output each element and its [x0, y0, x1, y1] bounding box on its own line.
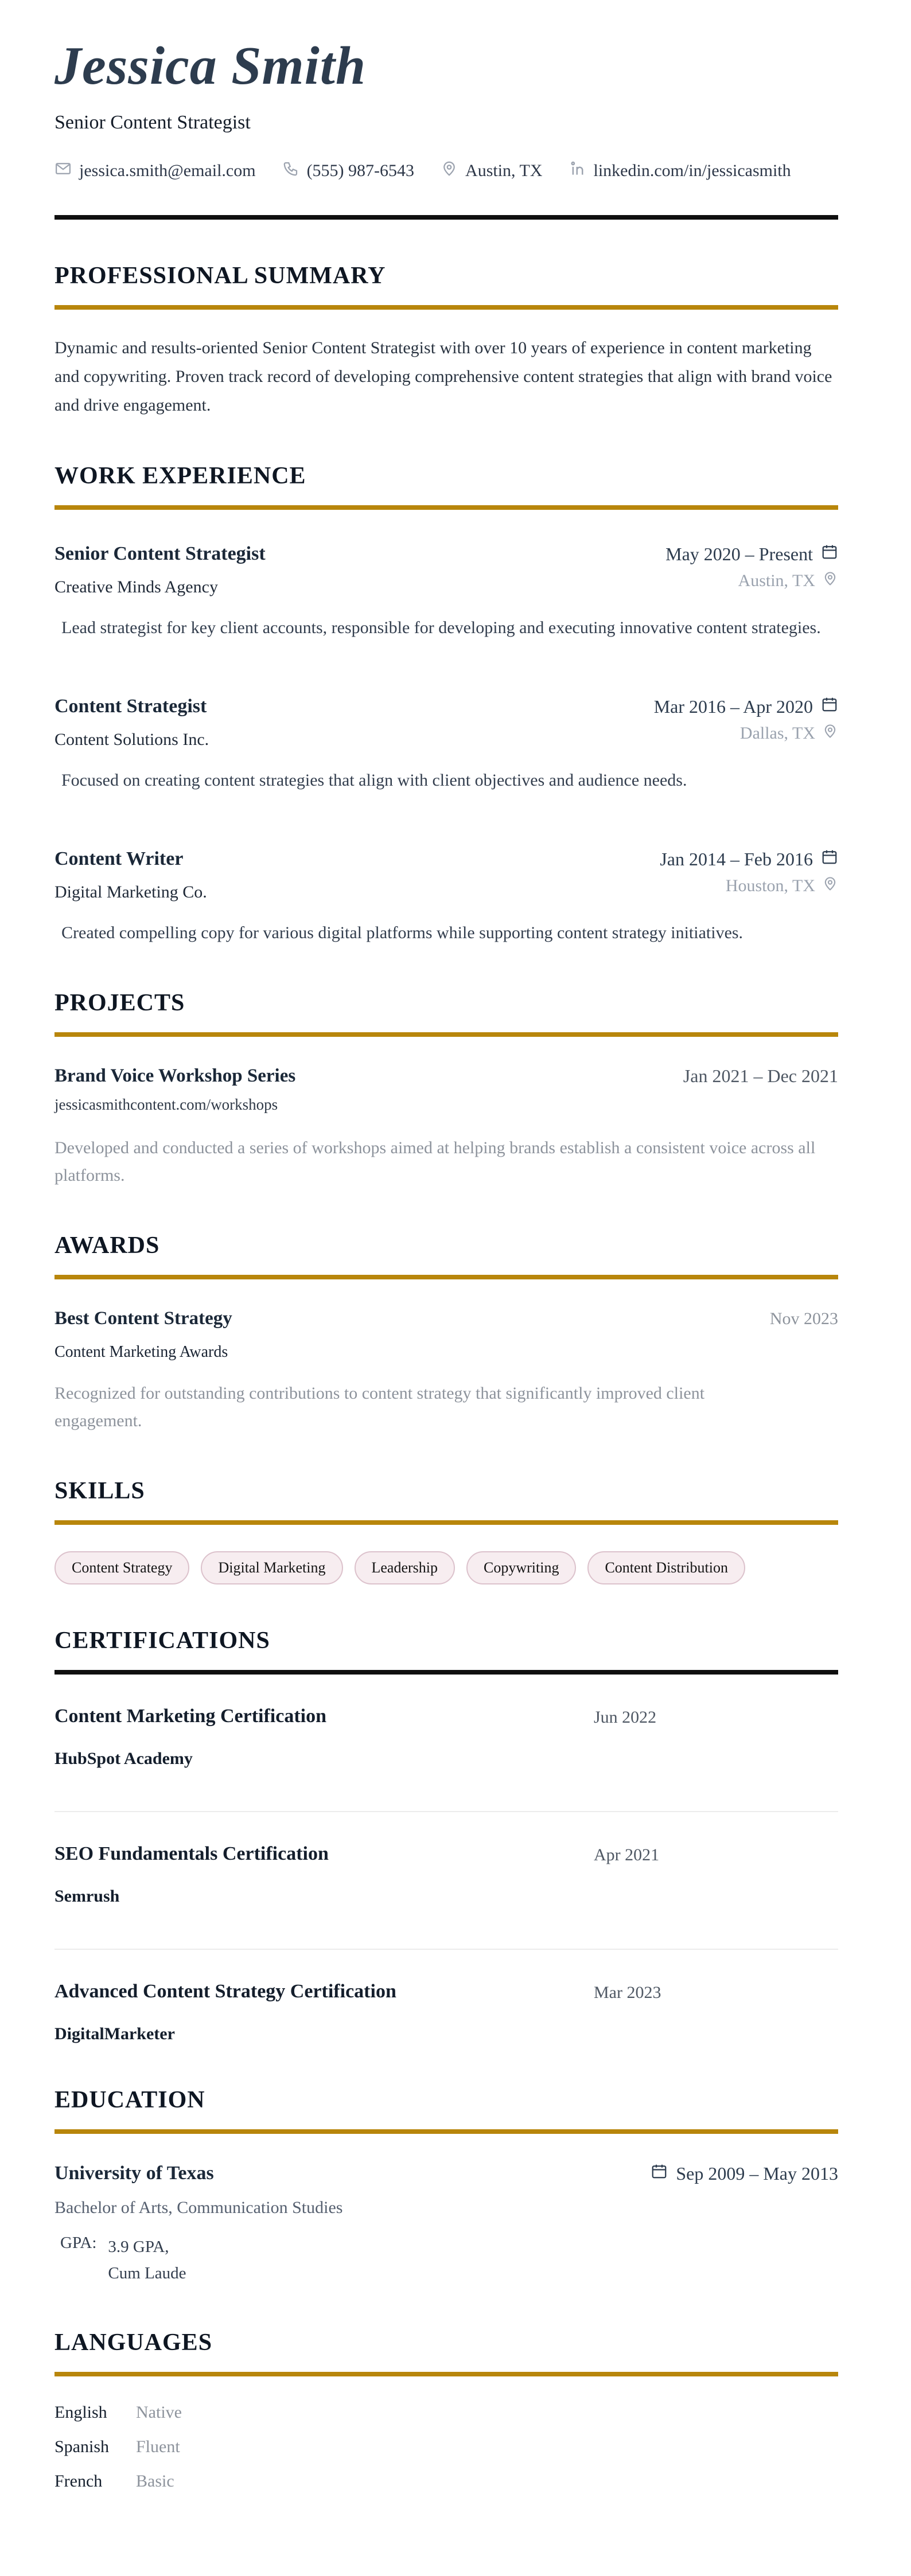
- certification-entry: [54, 1843, 838, 1906]
- person-title: Senior Content Strategist: [54, 112, 251, 134]
- job-description: Lead strategist for key client accounts, responsible for developing and executing innovative content strategies.: [61, 618, 821, 638]
- experience-rule: [54, 505, 838, 510]
- job-location: Dallas, TX: [739, 724, 815, 743]
- award-issuer: Content Marketing Awards: [54, 1343, 228, 1361]
- language-level: Fluent: [136, 2437, 180, 2457]
- language-name: English: [54, 2403, 107, 2422]
- linkedin-icon: [569, 160, 586, 182]
- certification-issuer: DigitalMarketer: [54, 2024, 175, 2044]
- project-name: Brand Voice Workshop Series: [54, 1065, 296, 1087]
- section-certifications: [54, 1627, 838, 2044]
- education-degree: Bachelor of Arts, Communication Studies: [54, 2198, 343, 2218]
- job-title: Content Strategist: [54, 696, 207, 717]
- certification-issuer: Semrush: [54, 1887, 120, 1906]
- award-date: Nov 2023: [769, 1309, 838, 1328]
- certification-date: Jun 2022: [594, 1708, 657, 1727]
- location-pin-icon: [822, 571, 838, 591]
- job-company: Digital Marketing Co.: [54, 883, 207, 902]
- job-entry: [54, 696, 838, 794]
- certification-divider: [54, 1949, 838, 1950]
- contact-location: [441, 160, 542, 182]
- calendar-icon: [821, 848, 838, 870]
- certification-issuer: HubSpot Academy: [54, 1749, 193, 1769]
- education-dates: Sep 2009 – May 2013: [676, 2163, 838, 2184]
- certification-date: Mar 2023: [594, 1983, 661, 2003]
- language-name: French: [54, 2472, 103, 2491]
- education-school: University of Texas: [54, 2163, 214, 2184]
- education-gpa: [54, 2234, 838, 2286]
- header: [54, 37, 838, 220]
- header-divider: [54, 215, 838, 220]
- phone-icon: [282, 160, 299, 182]
- calendar-icon: [651, 2163, 668, 2184]
- education-heading: EDUCATION: [54, 2087, 205, 2114]
- job-title: Content Writer: [54, 848, 184, 870]
- job-dates: Jan 2014 – Feb 2016: [660, 848, 813, 869]
- summary-rule: [54, 305, 838, 310]
- contact-email-text: jessica.smith@email.com: [79, 161, 256, 181]
- contact-linkedin-text: linkedin.com/in/jessicasmith: [593, 161, 791, 181]
- certification-entry: [54, 1705, 838, 1769]
- section-summary: [54, 262, 838, 420]
- job-description: Created compelling copy for various digital platforms while supporting content strategy initiatives.: [61, 923, 743, 943]
- job-company: Content Solutions Inc.: [54, 730, 209, 750]
- location-pin-icon: [822, 876, 838, 896]
- email-icon: [54, 160, 72, 182]
- job-location: Austin, TX: [738, 571, 815, 591]
- contact-linkedin[interactable]: [569, 160, 791, 182]
- awards-rule: [54, 1275, 838, 1279]
- contact-phone: [282, 160, 414, 182]
- certification-date: Apr 2021: [594, 1845, 660, 1865]
- contact-email[interactable]: [54, 160, 256, 182]
- certification-name: Content Marketing Certification: [54, 1705, 327, 1727]
- job-entry: [54, 543, 838, 642]
- contact-location-text: Austin, TX: [465, 161, 543, 181]
- job-location: Houston, TX: [725, 876, 815, 896]
- skill-pill: Content Strategy: [54, 1551, 189, 1584]
- language-name: Spanish: [54, 2437, 110, 2457]
- language-row: [54, 2472, 838, 2491]
- job-company: Creative Minds Agency: [54, 577, 218, 597]
- projects-rule: [54, 1032, 838, 1037]
- job-dates: Mar 2016 – Apr 2020: [653, 696, 813, 717]
- section-languages: [54, 2329, 838, 2491]
- education-rule: [54, 2129, 838, 2134]
- language-level: Native: [136, 2403, 182, 2422]
- skill-pill: Leadership: [355, 1551, 456, 1584]
- project-dates: Jan 2021 – Dec 2021: [683, 1065, 838, 1087]
- certification-name: Advanced Content Strategy Certification: [54, 1981, 396, 2003]
- section-education: [54, 2086, 838, 2286]
- person-name: Jessica Smith: [54, 36, 367, 96]
- location-pin-icon: [822, 723, 838, 744]
- skill-pill: Digital Marketing: [201, 1551, 342, 1584]
- section-projects: [54, 989, 838, 1189]
- language-row: [54, 2437, 838, 2457]
- calendar-icon: [821, 696, 838, 717]
- languages-list: [54, 2403, 838, 2491]
- awards-heading: AWARDS: [54, 1232, 160, 1259]
- project-entry: [54, 1065, 838, 1189]
- language-level: Basic: [136, 2472, 174, 2491]
- contact-row: [54, 160, 838, 182]
- skill-pill: Copywriting: [466, 1551, 576, 1584]
- languages-heading: LANGUAGES: [54, 2329, 213, 2356]
- project-url[interactable]: jessicasmithcontent.com/workshops: [54, 1096, 278, 1114]
- location-pin-icon: [441, 160, 458, 182]
- certification-name: SEO Fundamentals Certification: [54, 1843, 329, 1865]
- section-awards: [54, 1232, 838, 1435]
- skills-rule: [54, 1520, 838, 1525]
- languages-rule: [54, 2372, 838, 2376]
- award-description: Recognized for outstanding contributions to content strategy that significantly improved client engagement.: [54, 1384, 705, 1431]
- job-title: Senior Content Strategist: [54, 543, 266, 565]
- job-entry: [54, 848, 838, 947]
- gpa-honors: Cum Laude: [108, 2264, 186, 2283]
- skills-heading: SKILLS: [54, 1478, 145, 1505]
- certification-entry: [54, 1981, 838, 2044]
- gpa-label: GPA:: [60, 2234, 97, 2253]
- education-entry: [54, 2163, 838, 2286]
- section-experience: [54, 462, 838, 947]
- contact-phone-text: (555) 987-6543: [306, 161, 415, 181]
- calendar-icon: [821, 543, 838, 565]
- gpa-value: 3.9 GPA,: [108, 2238, 169, 2257]
- section-skills: [54, 1477, 838, 1584]
- projects-heading: PROJECTS: [54, 990, 185, 1017]
- award-name: Best Content Strategy: [54, 1308, 232, 1329]
- language-row: [54, 2403, 838, 2422]
- skills-list: [54, 1551, 838, 1584]
- summary-heading: PROFESSIONAL SUMMARY: [54, 263, 386, 290]
- job-description: Focused on creating content strategies that align with client objectives and audience needs.: [61, 771, 687, 790]
- certifications-rule: [54, 1670, 838, 1675]
- job-dates: May 2020 – Present: [665, 543, 813, 564]
- certifications-heading: CERTIFICATIONS: [54, 1627, 270, 1654]
- skill-pill: Content Distribution: [587, 1551, 745, 1584]
- summary-text: Dynamic and results-oriented Senior Content Strategist with over 10 years of experience in content marketing and copywriting. Proven track record of developing comprehensive content strategies that align with brand voice and drive engagement.: [54, 338, 832, 415]
- award-entry: [54, 1308, 838, 1435]
- project-description: Developed and conducted a series of workshops aimed at helping brands establish a consistent voice across all platforms.: [54, 1138, 816, 1185]
- experience-heading: WORK EXPERIENCE: [54, 463, 306, 490]
- certification-divider: [54, 1811, 838, 1812]
